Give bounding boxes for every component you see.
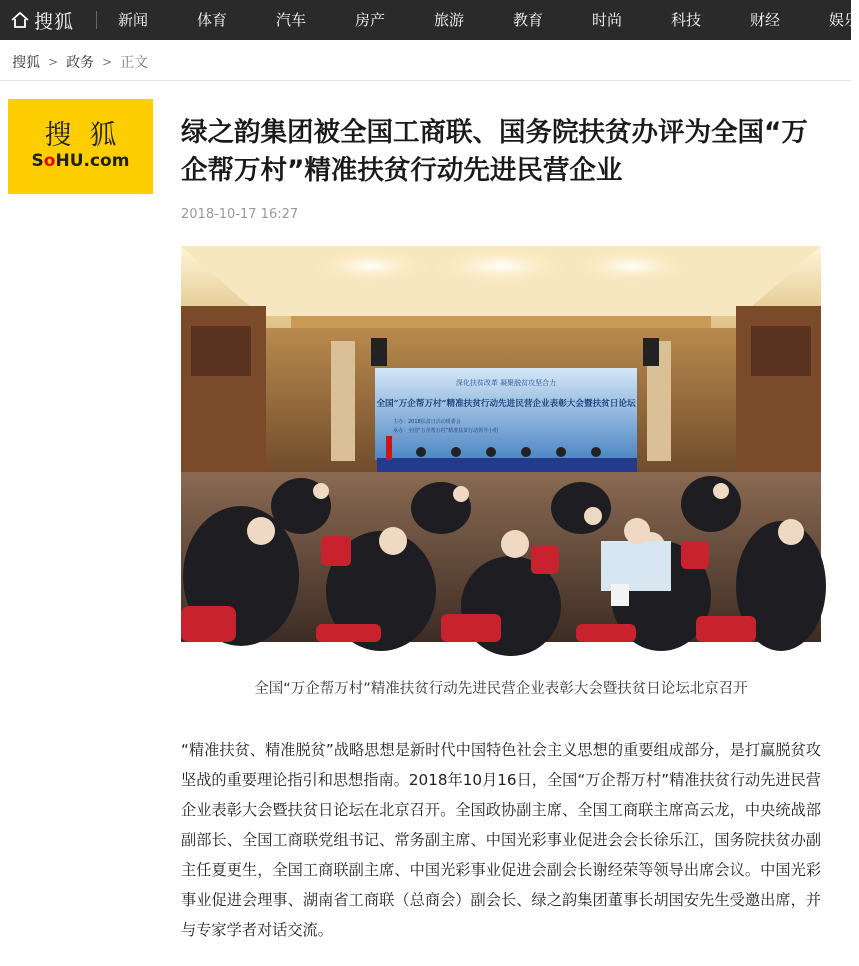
banner-title: 全国“万企帮万村”精准扶贫行动先进民营企业表彰大会暨扶贫日论坛	[376, 399, 636, 409]
banner-organizer: 承办：全国“万企帮万村”精准扶贫行动领导小组	[393, 428, 499, 434]
article-photo	[181, 246, 821, 642]
nav-item-house[interactable]: 房产	[355, 11, 386, 29]
top-nav-bar	[0, 0, 859, 40]
breadcrumb	[12, 52, 148, 72]
nav-item-sports[interactable]: 体育	[197, 11, 228, 29]
nav-item-education[interactable]: 教育	[513, 11, 544, 29]
chevron-right-icon: >	[102, 55, 113, 69]
nav-item-auto[interactable]: 汽车	[276, 11, 307, 29]
nav-item-finance[interactable]: 财经	[750, 11, 781, 29]
logo-english: SoHU.com	[31, 151, 130, 172]
article-title: 绿之韵集团被全国工商联、国务院扶贫办评为全国“万企帮万村”精准扶贫行动先进民营企业	[181, 117, 808, 186]
photo-caption: 全国“万企帮万村”精准扶贫行动先进民营企业表彰大会暨扶贫日论坛北京召开	[254, 681, 748, 697]
nav-item-news[interactable]: 新闻	[118, 11, 149, 29]
nav-item-travel[interactable]: 旅游	[434, 11, 465, 29]
banner-host: 主办：2018扶贫日活动组委会	[393, 419, 461, 425]
breadcrumb-home[interactable]: 搜狐	[12, 55, 40, 71]
logo-chinese: 搜狐	[44, 120, 135, 152]
home-icon	[10, 10, 30, 30]
brand-name: 搜狐	[34, 10, 75, 33]
sohu-logo[interactable]	[8, 99, 153, 194]
nav-item-entertainment[interactable]: 娱乐	[829, 11, 859, 29]
nav-item-tech[interactable]: 科技	[671, 11, 702, 29]
article-body: “精准扶贫、精准脱贫”战略思想是新时代中国特色社会主义思想的重要组成部分，是打赢脱贫攻坚战的重要理论指引和思想指南。2018年10月16日，全国“万企帮万村”精准扶贫行动先进民营企业表彰大会暨扶贫日论坛在北京召开。全国政协副主席、全国工商联主席高云龙，中央统战部副部长、全国工商联党组书记、常务副主席、中国光彩事业促进会会长徐乐江，国务院扶贫办副主任夏更生，全国工商联副主席、中国光彩事业促进会副会长谢经荣等领导出席会议。中国光彩事业促进会理事、湖南省工商联（总商会）副会长、绿之韵集团董事长胡国安先生受邀出席，并与专家学者对话交流。	[181, 741, 821, 939]
banner-tagline: 深化扶贫改革 凝聚脱贫攻坚合力	[455, 379, 557, 387]
conference-hall-image	[181, 246, 821, 642]
chevron-right-icon: >	[48, 55, 59, 69]
nav-item-fashion[interactable]: 时尚	[592, 11, 623, 29]
breadcrumb-section[interactable]: 政务	[66, 55, 95, 71]
nav-divider	[96, 11, 97, 29]
home-link[interactable]	[10, 0, 74, 40]
header-divider	[0, 80, 851, 81]
publish-date: 2018-10-17 16:27	[181, 207, 299, 222]
breadcrumb-current: 正文	[120, 55, 149, 71]
